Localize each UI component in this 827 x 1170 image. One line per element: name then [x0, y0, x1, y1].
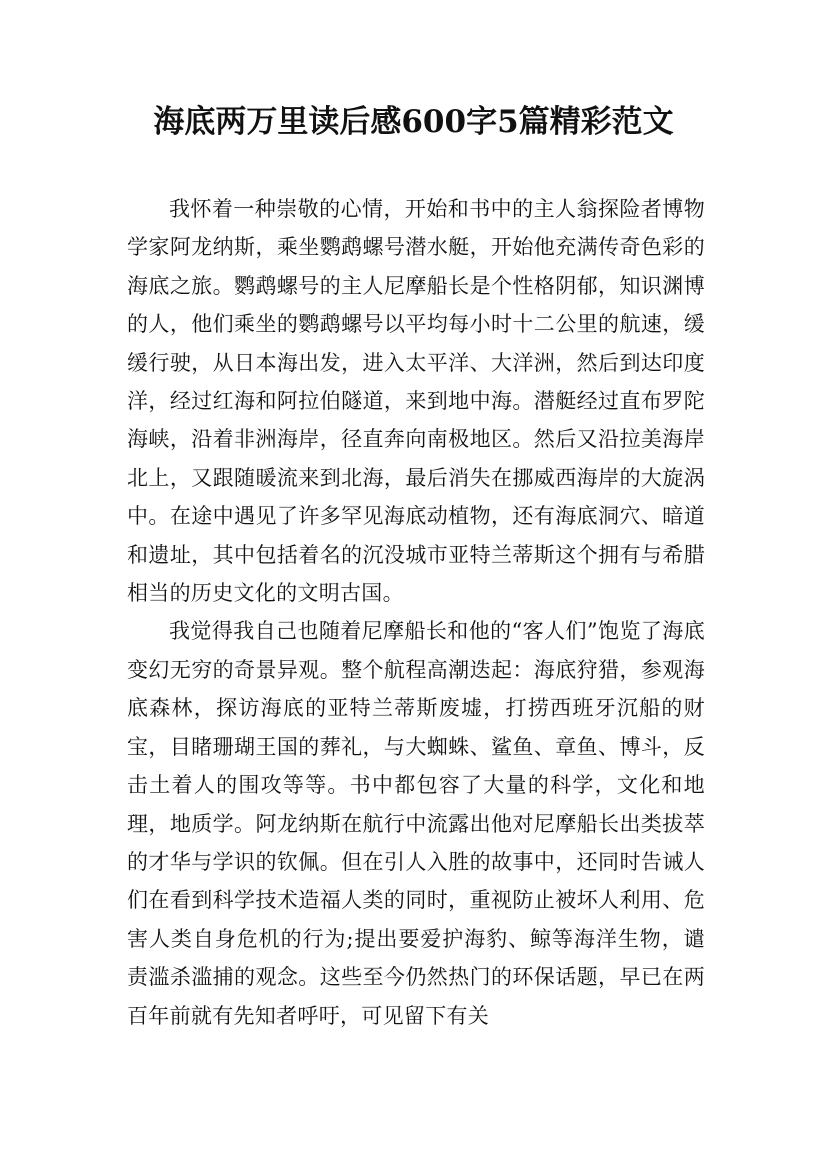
paragraph-2: 我觉得我自己也随着尼摩船长和他的“客人们”饱览了海底变幻无穷的奇景异观。整个航程高潮迭起：海底狩猎，参观海底森林，探访海底的亚特兰蒂斯废墟，打捞西班牙沉船的财宝，目睹珊瑚王国的葬礼，与大蜘蛛、鲨鱼、章鱼、博斗，反击土着人的围攻等等。书中都包容了大量的科学，文化和地理，地质学。阿龙纳斯在航行中流露出他对尼摩船长出类拔萃的才华与学识的钦佩。但在引人入胜的故事中，还同时告诫人们在看到科学技术造福人类的同时，重视防止被坏人利用、危害人类自身危机的行为;提出要爱护海豹、鲸等海洋生物，谴责滥杀滥捕的观念。这些至今仍然热门的环保话题，早已在两百年前就有先知者呼吁，可见留下有关 [127, 619, 705, 1028]
document-title: 海底两万里读后感600字5篇精彩范文 [153, 104, 674, 140]
paragraph-1: 我怀着一种崇敬的心情，开始和书中的主人翁探险者博物学家阿龙纳斯，乘坐鹦鹉螺号潜水艇，开始他充满传奇色彩的海底之旅。鹦鹉螺号的主人尼摩船长是个性格阴郁，知识渊博的人，他们乘坐的鹦鹉螺号以平均每小时十二公里的航速，缓缓行驶，从日本海出发，进入太平洋、大洋洲，然后到达印度洋，经过红海和阿拉伯隧道，来到地中海。潜艇经过直布罗陀海峡，沿着非洲海岸，径直奔向南极地区。然后又沿拉美海岸北上，又跟随暖流来到北海，最后消失在挪威西海岸的大旋涡中。在途中遇见了许多罕见海底动植物，还有海底洞穴、暗道和遗址，其中包括着名的沉没城市亚特兰蒂斯这个拥有与希腊相当的历史文化的文明古国。 [127, 197, 705, 606]
document-body [127, 190, 705, 1035]
